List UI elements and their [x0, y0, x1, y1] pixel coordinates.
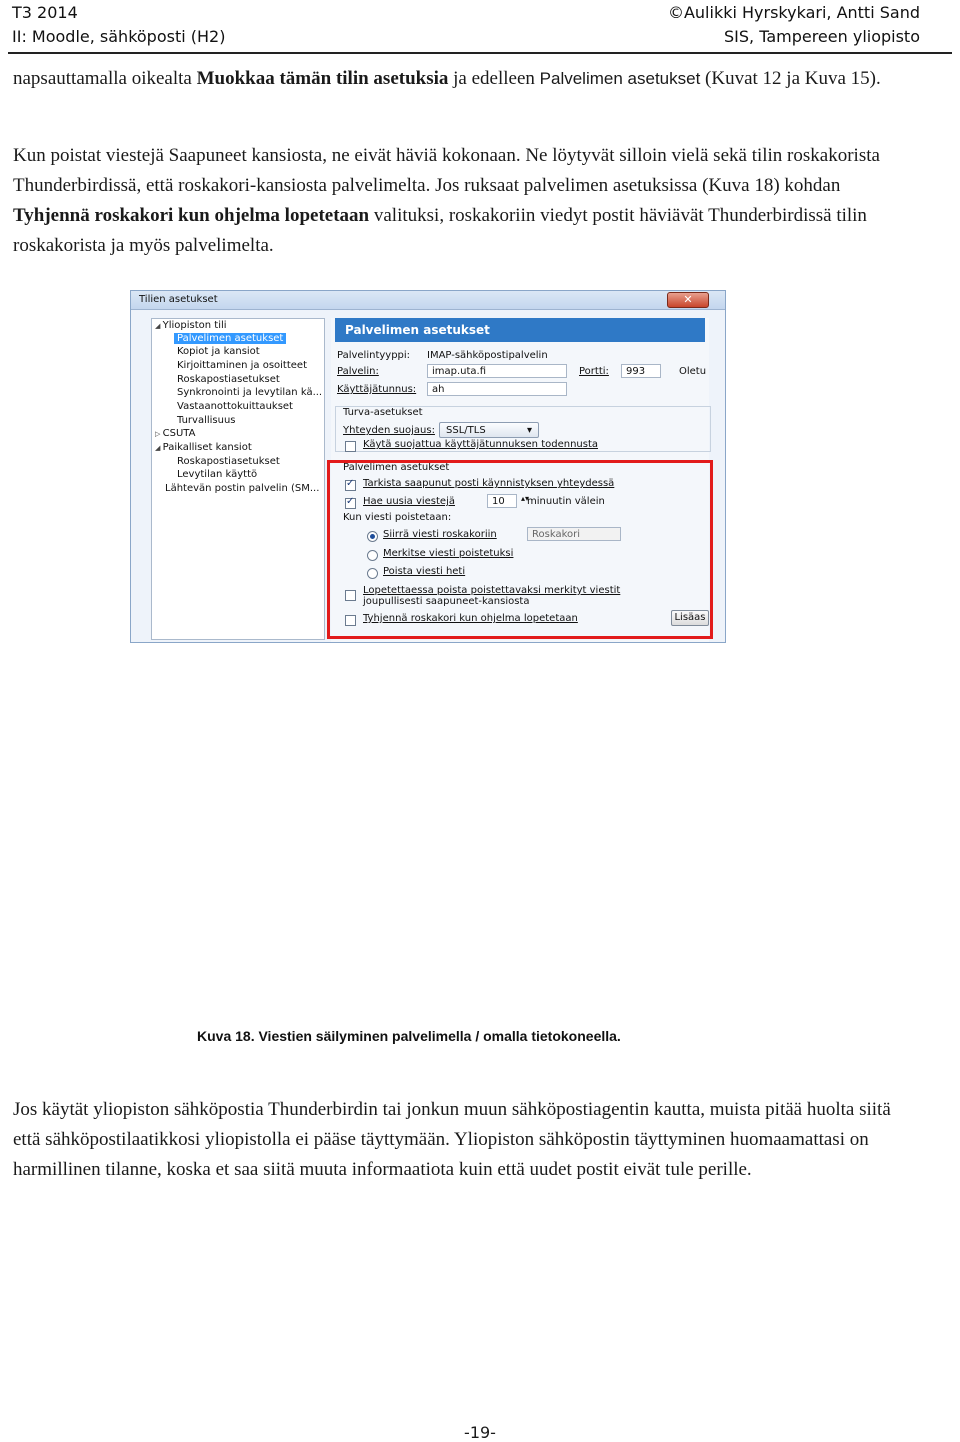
server-input[interactable]: imap.uta.fi [427, 364, 567, 378]
server-label: Palvelin: [337, 366, 379, 377]
paragraph-mailbox: Jos käytät yliopiston sähköpostia Thunderbirdin tai jonkun muun sähköpostiagentin kautta, muista pitää huolta siitä että sähköpostilaatikkosi yliopistolla ei pääse täyttymään. Yliopiston sähköpostin täyttyminen huomaamattasi on harmillinen tilanne, koska et saa siitä muuta informaatiota kuin että uudet postit eivät tule perille. [13, 1099, 891, 1180]
trash-folder-select[interactable]: Roskakori [527, 527, 621, 541]
move-trash-label: Siirrä viesti roskakoriin [383, 529, 497, 540]
advanced-button[interactable]: Lisäas [671, 610, 709, 626]
tree-item-root[interactable]: ◢ Yliopiston tili [155, 320, 227, 331]
highlight-box [327, 460, 713, 639]
p2-text1: Kun poistat viestejä Saapuneet kansiosta, ne eivät häviä kokonaan. Ne löytyvät silloin vielä sekä tilin roskakorista Thunderbirdissä, että roskakori-kansiosta palvelimelta. Jos ruksaat palvelimen asetuksissa (Kuva 18) kohdan [13, 145, 880, 196]
p1-text1: napsauttamalla oikealta [13, 68, 197, 89]
secure-auth-label: Käytä suojattua käyttäjätunnuksen todennusta [363, 439, 599, 450]
connection-security-label: Yhteyden suojaus: [343, 425, 435, 436]
p2-text2: valituksi, roskakoriin viedyt postit häviävät Thunderbirdissä tilin roskakorista ja myös palvelimelta. [13, 205, 867, 256]
tree-item[interactable]: Levytilan käyttö [177, 469, 258, 480]
tree-item[interactable]: Synkronointi ja levytilan kä... [177, 387, 323, 398]
tree-item-local[interactable]: ◢ Paikalliset kansiot [155, 442, 252, 453]
on-delete-label: Kun viesti poistetaan: [343, 512, 452, 523]
tree-item[interactable]: Roskapostiasetukset [177, 374, 280, 385]
page-header [12, 0, 920, 52]
fetch-every-label: Hae uusia viestejä [363, 496, 455, 507]
p1-bold1: Muokkaa tämän tilin asetuksia [196, 68, 449, 89]
p1-text2: ja edelleen [448, 68, 540, 89]
port-input[interactable]: 993 [621, 364, 661, 378]
tree-item-server-settings[interactable]: Palvelimen asetukset [174, 333, 286, 344]
tree-item[interactable]: Turvallisuus [177, 415, 236, 426]
security-group-label: Turva-asetukset [343, 407, 423, 418]
tree-item-csuta[interactable]: ▷ CSUTA [155, 428, 196, 439]
figure-caption: Kuva 18. Viestien säilyminen palvelimella / omalla tietokoneella. [197, 1028, 621, 1044]
tree-item[interactable]: Roskapostiasetukset [177, 456, 280, 467]
collapse-icon: ◢ [155, 322, 163, 330]
expand-icon: ▷ [155, 430, 163, 438]
header-topic: II: Moodle, sähköposti (H2) [12, 27, 226, 46]
secure-auth-checkbox[interactable] [345, 441, 356, 452]
header-left [12, 1, 225, 49]
server-settings-group-label: Palvelimen asetukset [343, 462, 450, 473]
connection-security-select[interactable]: SSL/TLS ▾ [439, 422, 539, 438]
expunge-label-line1: Lopetettaessa poista poistettavaksi merkityt viestit [363, 585, 621, 596]
window-titlebar [131, 291, 725, 310]
empty-trash-label: Tyhjennä roskakori kun ohjelma lopetetaan [363, 613, 578, 624]
header-right [668, 1, 920, 49]
p2-bold1: Tyhjennä roskakori kun ohjelma lopetetaan [13, 205, 370, 226]
expunge-label-line2: joupullisesti saapuneet-kansiosta [363, 596, 530, 607]
close-button[interactable]: ✕ [667, 292, 709, 308]
minutes-label: minuutin välein [527, 496, 605, 507]
paragraph-intro [13, 64, 913, 94]
collapse-icon: ◢ [155, 444, 163, 452]
mark-deleted-label: Merkitse viesti poistetuksi [383, 548, 514, 559]
header-authors: ©Aulikki Hyrskykari, Antti Sand [667, 3, 920, 22]
p1-text3: (Kuvat 12 ja Kuva 15). [700, 68, 881, 89]
minutes-input[interactable]: 10 [487, 494, 517, 508]
chevron-down-icon: ▾ [526, 425, 532, 436]
port-label: Portti: [579, 366, 609, 377]
header-institution: SIS, Tampereen yliopisto [723, 27, 920, 46]
tree-item[interactable]: Vastaanottokuittaukset [177, 401, 293, 412]
page-number: -19- [464, 1423, 496, 1442]
p1-sans1: Palvelimen asetukset [539, 69, 701, 88]
server-type-label: Palvelintyyppi: [337, 350, 411, 361]
check-startup-label: Tarkista saapunut posti käynnistyksen yhteydessä [363, 478, 615, 489]
username-input[interactable]: ah [427, 382, 567, 396]
spinner-icon[interactable]: ▴▾ [521, 494, 530, 503]
username-label: Käyttäjätunnus: [337, 384, 417, 395]
header-course: T3 2014 [12, 3, 78, 22]
default-port-label: Oletu [679, 366, 707, 377]
tree-item-smtp[interactable]: Lähtevän postin palvelin (SM... [165, 483, 320, 494]
tree-item[interactable]: Kirjoittaminen ja osoitteet [177, 360, 307, 371]
header-divider [8, 52, 952, 54]
delete-now-label: Poista viesti heti [383, 566, 466, 577]
tree-item[interactable]: Kopiot ja kansiot [177, 346, 260, 357]
paragraph-trash [13, 141, 913, 261]
server-type-value: IMAP-sähköpostipalvelin [427, 350, 548, 361]
account-tree [151, 318, 325, 640]
panel-heading: Palvelimen asetukset [335, 318, 705, 342]
window-title: Tilien asetukset [139, 294, 218, 305]
